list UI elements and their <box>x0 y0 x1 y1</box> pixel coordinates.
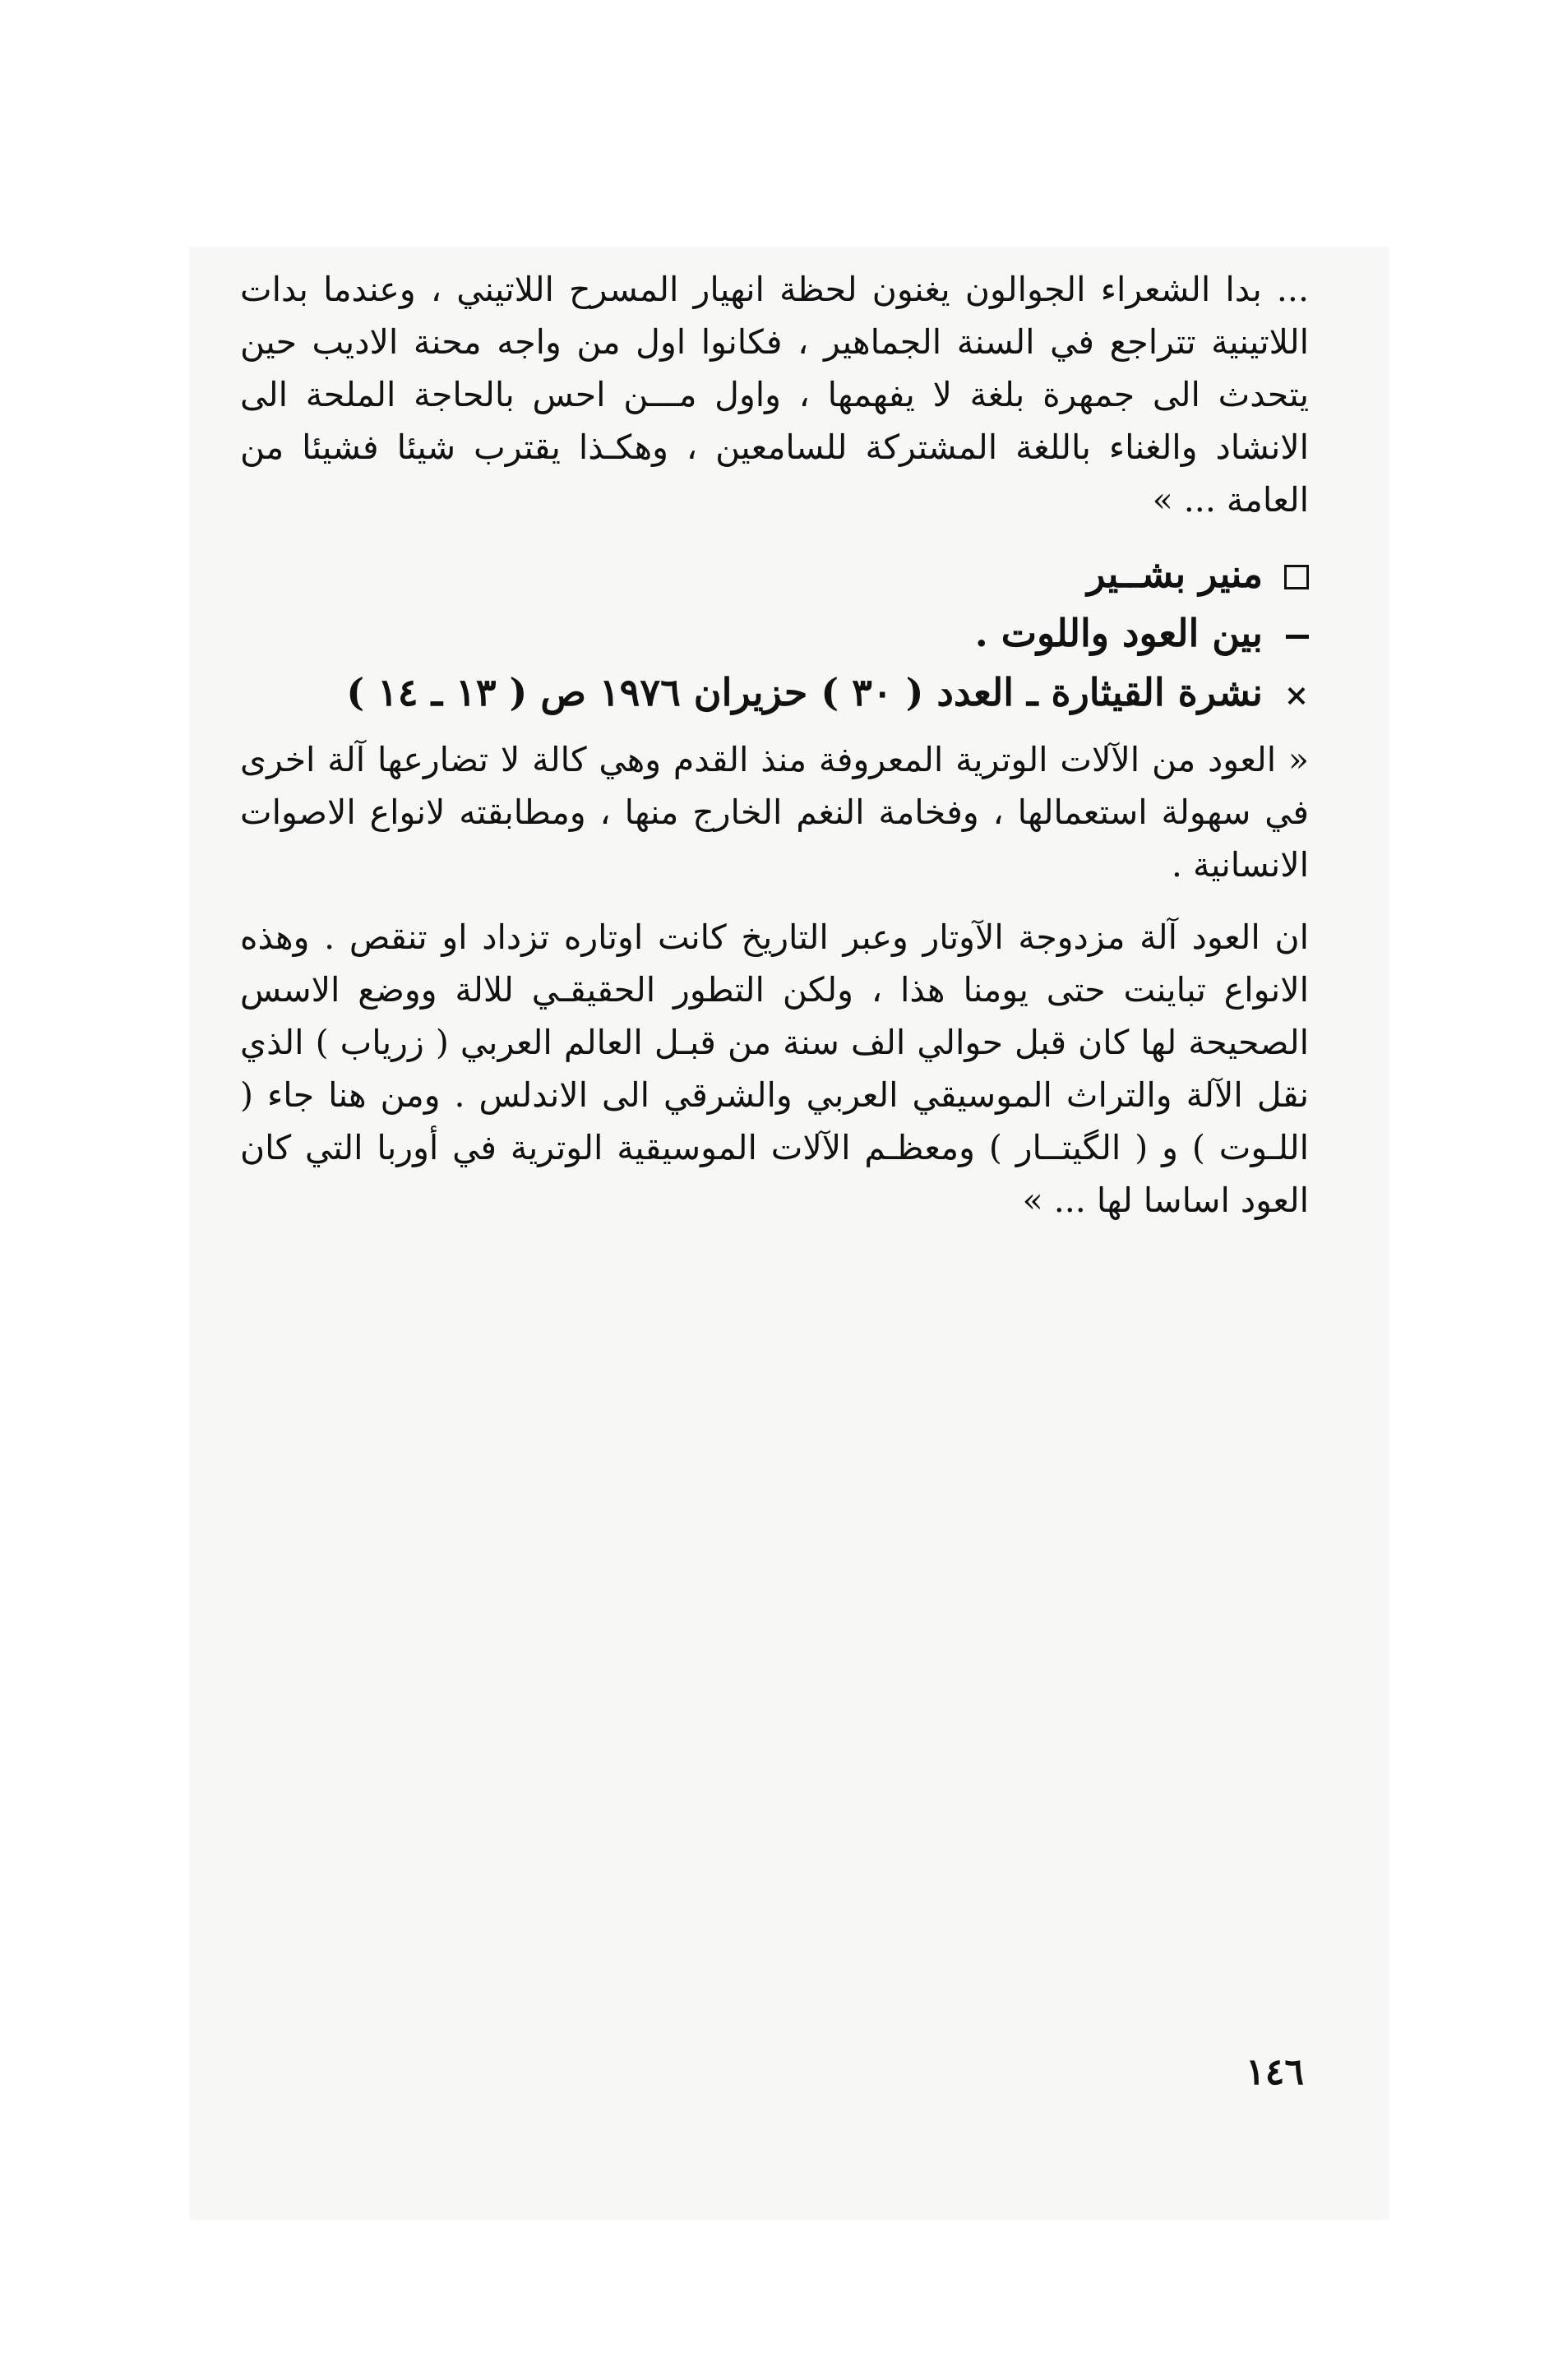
reference-author-line <box>240 544 1309 603</box>
reference-title-line <box>240 603 1309 663</box>
quote-paragraph-1: « العود من الآلات الوترية المعروفة منذ القدم وهي كالة لا تضارعها آلة اخرى في سهولة استعمالها ، وفخامة النغم الخارج منها ، ومطابقته لانواع الاصوات الانسانية . <box>240 740 1309 885</box>
reference-author: منير بشــير <box>1087 552 1263 596</box>
reference-source: نشرة القيثارة ـ العدد ( ٣٠ ) حزيران ١٩٧٦ ص ( ١٣ ـ ١٤ ) <box>346 670 1263 714</box>
intro-quote-paragraph: ... بدا الشعراء الجوالون يغنون لحظة انهيار المسرح اللاتيني ، وعندما بدات اللاتينية تتراجع في السنة الجماهير ، فكانوا اول من واجه محنة الاديب حين يتحدث الى جمهرة بلغة لا يفهمها ، واول مـــن احس بالحاجة الملحة الى الانشاد والغناء باللغة المشتركة للسامعين ، وهكـذا يقترب شيئا فشيئا من العامة ... » <box>240 270 1309 520</box>
box-icon <box>1263 544 1309 603</box>
quote-paragraph-2: ان العود آلة مزدوجة الآوتار وعبر التاريخ كانت اوتاره تزداد او تنقص . وهذه الانواع تباينت حتى يومنا هذا ، ولكن التطور الحقيقـي للالة ووضع الاسس الصحيحة لها كان قبل حوالي الف سنة من قبـل العالم العربي ( زرياب ) الذي نقل الآلة والتراث الموسيقي العربي والشرقي الى الاندلس . ومن هنا جاء ( اللـوت ) و ( الگيتــار ) ومعظـم الآلات الموسيقية الوترية في أوربا التي كان العود اساسا لها ... » <box>240 917 1309 1220</box>
reference-title: بين العود واللوت . <box>974 611 1263 655</box>
reference-source-line <box>240 663 1309 722</box>
dash-icon <box>1263 603 1309 663</box>
x-mark-icon: × <box>1283 678 1309 713</box>
page-number: ١٤٦ <box>1246 2051 1304 2093</box>
quote-block <box>240 733 1309 1227</box>
document-page <box>240 263 1309 1227</box>
